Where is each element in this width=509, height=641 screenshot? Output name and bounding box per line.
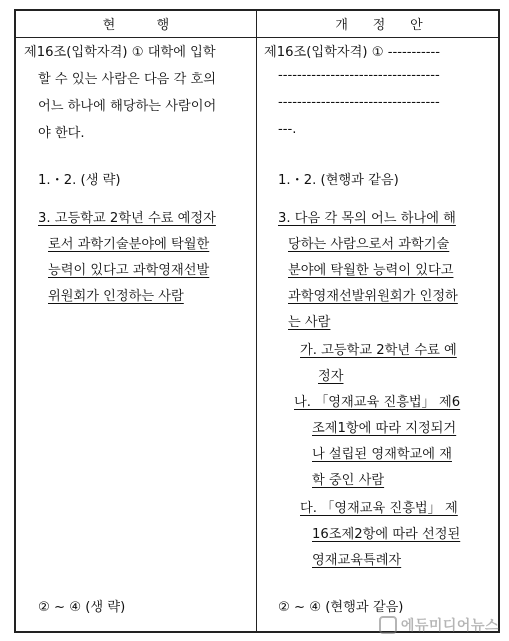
current-item3-line-3: 능력이 있다고 과학영재선발	[48, 263, 210, 278]
revised-item-na-line-2: 조제1항에 따라 지정되거	[312, 421, 457, 436]
revised-item3-line-3: 분야에 탁월한 능력이 있다고	[288, 263, 454, 278]
revised-item3-line-2: 당하는 사람으로서 과학기술	[288, 237, 450, 252]
revised-item-ga-line-1: 가. 고등학교 2학년 수료 예	[300, 343, 457, 358]
revised-items-1-2: 1.・2. (현행과 같음)	[278, 173, 399, 188]
current-article-line-1: 제16조(입학자격) ① 대학에 입학	[24, 45, 216, 60]
current-article-line-3: 어느 하나에 해당하는 사람이어	[38, 99, 217, 114]
revised-item-na-line-4: 학 중인 사람	[312, 473, 385, 488]
revised-item-na-line-1: 나. 「영재교육 진흥법」 제6	[294, 395, 461, 410]
column-divider	[256, 11, 257, 631]
header-revised: 개 정 안	[335, 18, 423, 33]
revised-para-2-4: ② ~ ④ (현행과 같음)	[278, 600, 404, 615]
revised-item-na-line-3: 나 설립된 영재학교에 재	[312, 447, 452, 462]
revised-article-line-3: ----------------------------------	[278, 95, 440, 110]
current-para-2-4: ② ~ ④ (생 략)	[38, 600, 126, 615]
current-item3-line-1: 3. 고등학교 2학년 수료 예정자	[38, 211, 216, 226]
current-item3-line-2: 로서 과학기술분야에 탁월한	[48, 237, 210, 252]
revised-article-line-2: ----------------------------------	[278, 68, 440, 83]
revised-item3-line-5: 는 사람	[288, 315, 331, 330]
revised-item-da-line-2: 16조제2항에 따라 선정된	[312, 527, 461, 542]
revised-item3-line-4: 과학영재선발위원회가 인정하	[288, 289, 458, 304]
current-article-line-4: 야 한다.	[38, 126, 85, 141]
header-current: 현 행	[102, 18, 170, 33]
current-article-line-2: 할 수 있는 사람은 다음 각 호의	[38, 72, 217, 87]
comparison-table	[14, 9, 500, 633]
revised-item-ga-line-2: 정자	[318, 369, 344, 384]
header-divider	[16, 37, 498, 38]
watermark-text: 에듀미디어뉴스	[400, 618, 499, 634]
revised-article-line-1: 제16조(입학자격) ① -----------	[264, 45, 441, 60]
watermark-logo	[379, 615, 499, 635]
current-item3-line-4: 위원회가 인정하는 사람	[48, 289, 184, 304]
revised-article-line-4: ---.	[278, 122, 297, 137]
current-items-1-2: 1.・2. (생 략)	[38, 173, 121, 188]
revised-item-da-line-3: 영재교육특례자	[312, 553, 402, 568]
watermark-icon	[379, 616, 397, 634]
revised-item3-line-1: 3. 다음 각 목의 어느 하나에 해	[278, 211, 456, 226]
revised-item-da-line-1: 다. 「영재교육 진흥법」 제	[300, 501, 458, 516]
